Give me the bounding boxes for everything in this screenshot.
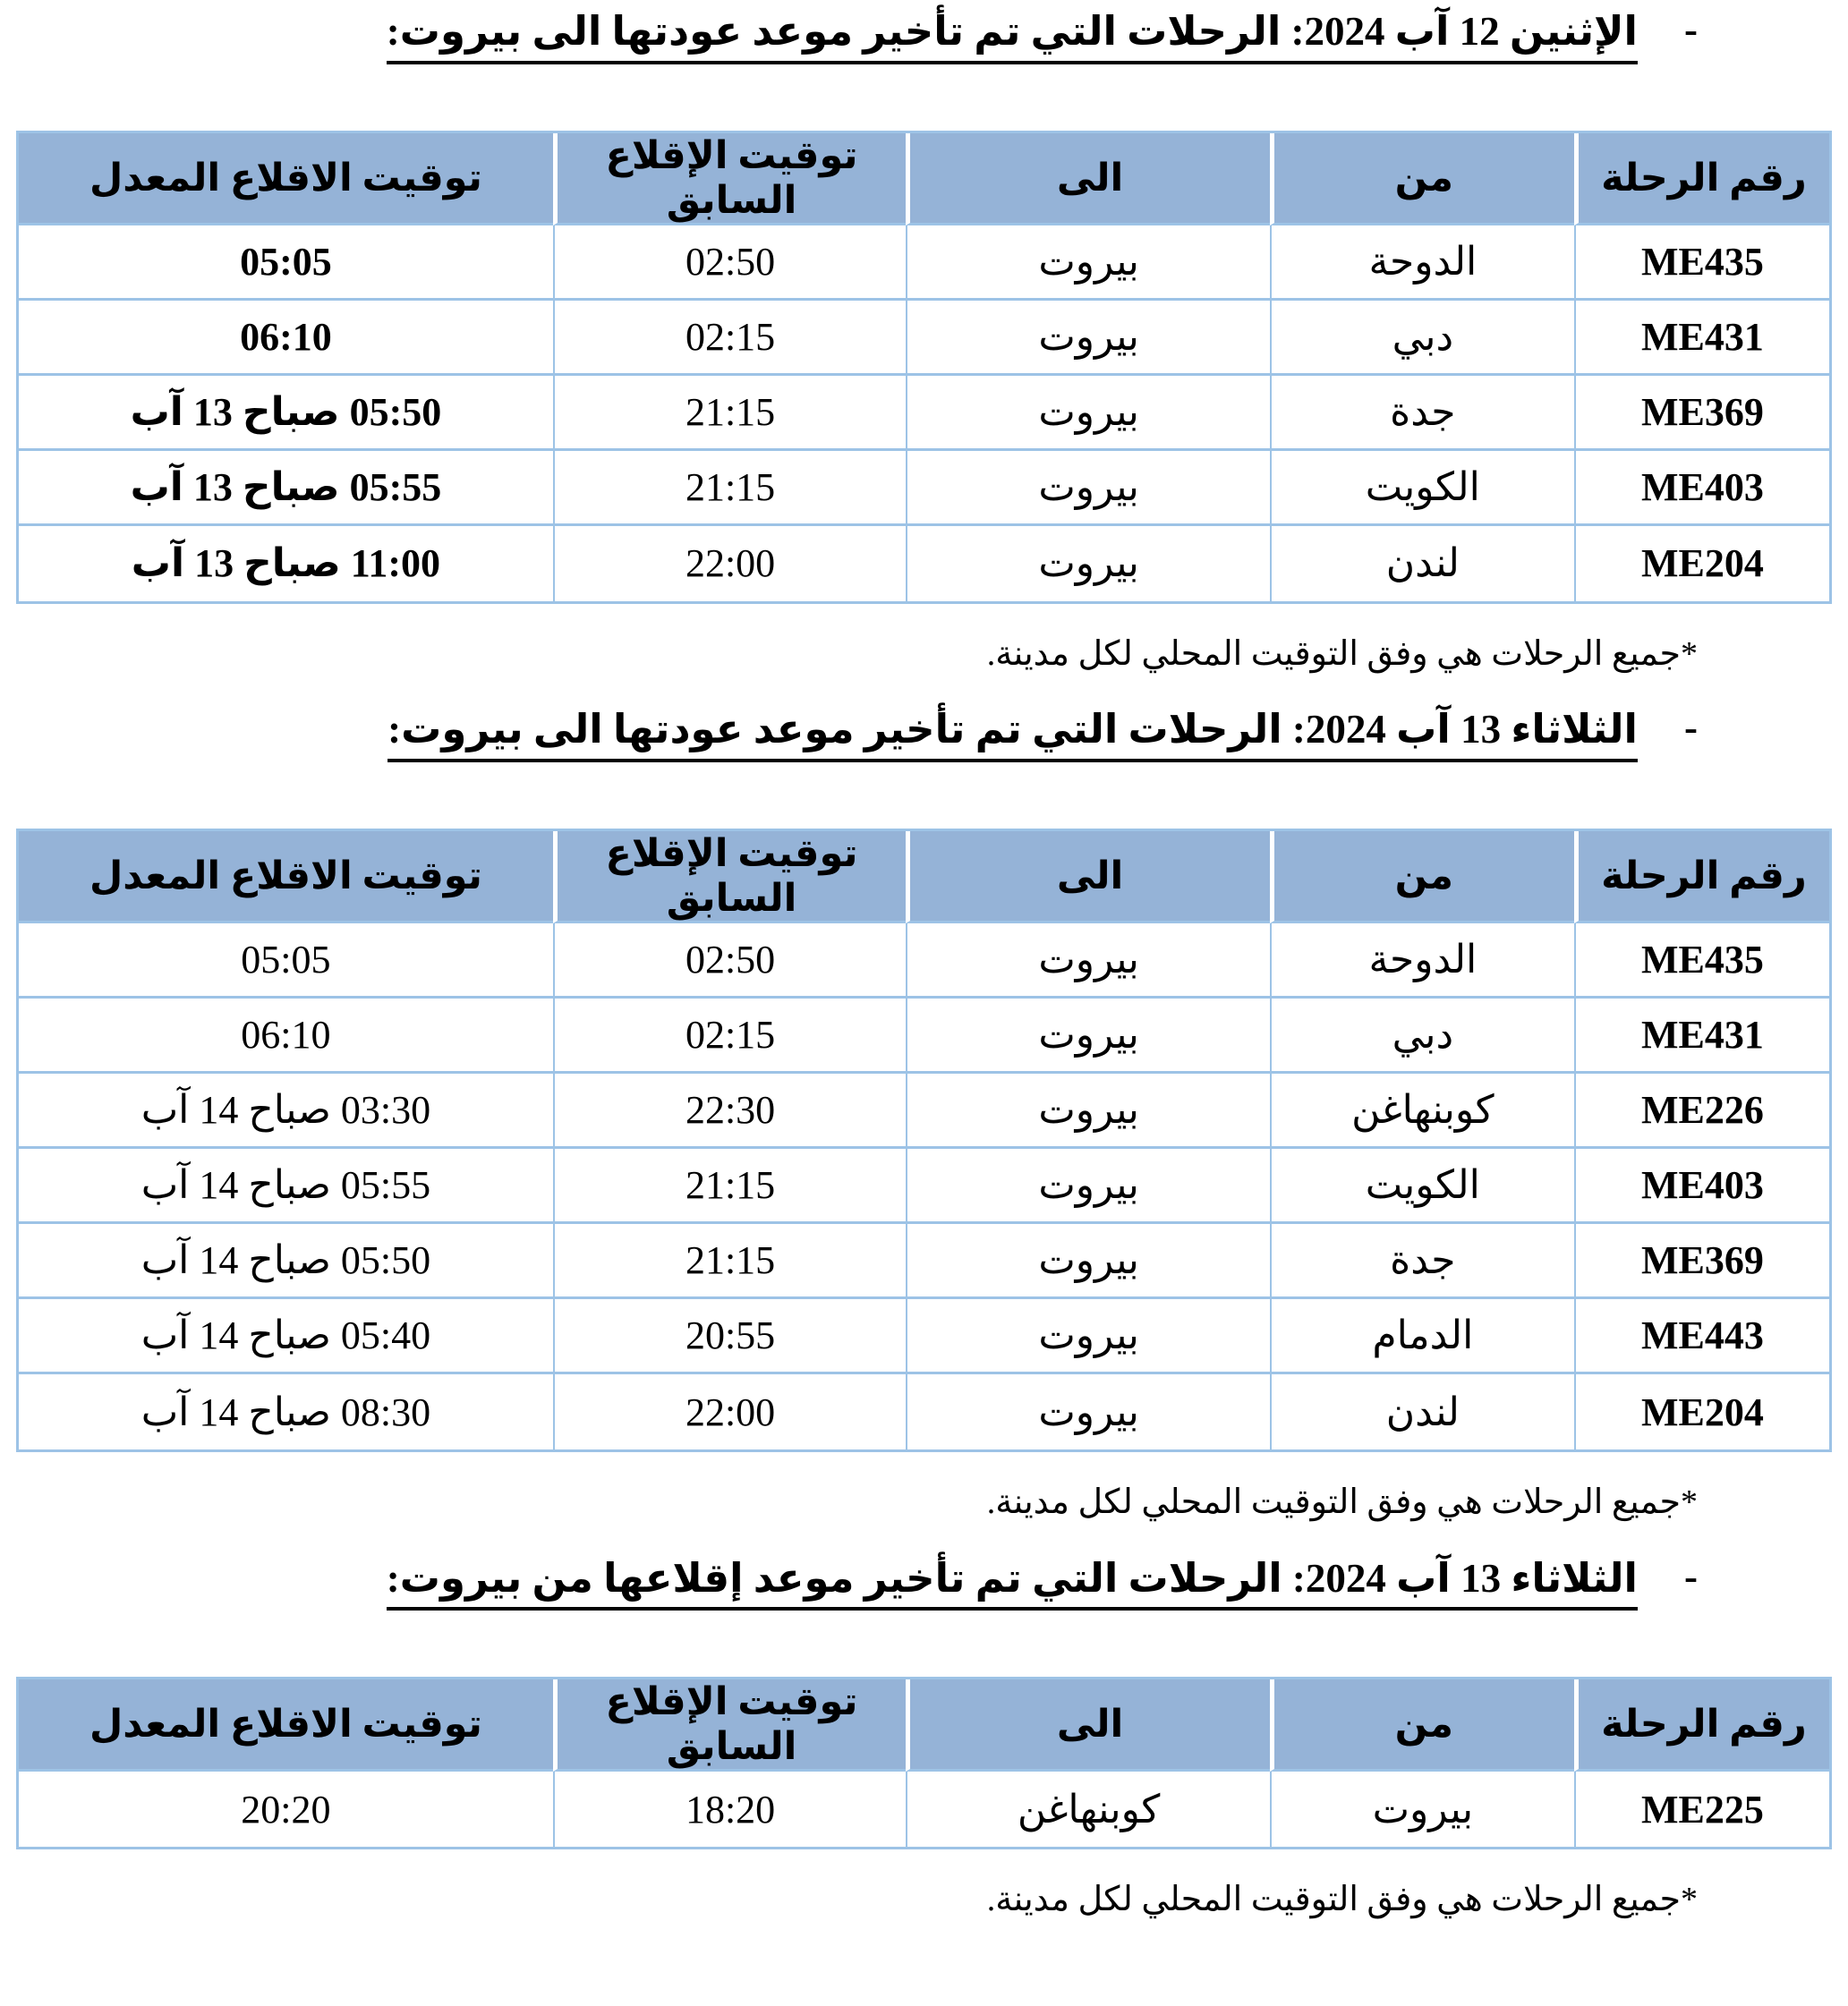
- flight-delay-section: [16, 707, 1832, 1523]
- section-heading-text: الثلاثاء 13 آب 2024: الرحلات التي تم تأخير موعد إقلاعها من بيروت:: [387, 1556, 1638, 1611]
- cell-modified-time: 05:55 صباح 14 آب: [19, 1149, 553, 1224]
- table-body: [19, 923, 1829, 1449]
- cell-to: بيروت: [906, 526, 1270, 601]
- cell-to: بيروت: [906, 225, 1270, 301]
- cell-modified-time: 05:05: [19, 923, 553, 999]
- table-row: [19, 1074, 1829, 1149]
- col-header-previous-departure-time: توقيت الإقلاع السابق: [553, 831, 906, 923]
- col-header-to: الى: [906, 1679, 1270, 1772]
- cell-from: دبي: [1270, 301, 1574, 376]
- list-dash: -: [1684, 1553, 1698, 1599]
- col-header-from: من: [1270, 831, 1574, 923]
- section-heading-text: الإثنين 12 آب 2024: الرحلات التي تم تأخير موعد عودتها الى بيروت:: [387, 9, 1638, 64]
- cell-modified-time: 20:20: [19, 1772, 553, 1847]
- col-header-previous-departure-time: توقيت الإقلاع السابق: [553, 133, 906, 225]
- table-header-row: [19, 133, 1829, 225]
- cell-previous-time: 02:15: [553, 301, 906, 376]
- flight-delay-section: [16, 9, 1832, 675]
- table-row: [19, 451, 1829, 526]
- cell-modified-time: 08:30 صباح 14 آب: [19, 1374, 553, 1449]
- cell-to: بيروت: [906, 1224, 1270, 1299]
- col-header-modified-departure-time: توقيت الاقلاع المعدل: [19, 1679, 553, 1772]
- cell-to: بيروت: [906, 301, 1270, 376]
- cell-flight-number: ME443: [1574, 1299, 1829, 1374]
- col-header-flight-number: رقم الرحلة: [1574, 831, 1829, 923]
- section-heading-text: الثلاثاء 13 آب 2024: الرحلات التي تم تأخير موعد عودتها الى بيروت:: [387, 707, 1638, 762]
- cell-modified-time: 05:50 صباح 13 آب: [19, 376, 553, 451]
- cell-previous-time: 21:15: [553, 1149, 906, 1224]
- col-header-to: الى: [906, 133, 1270, 225]
- cell-to: بيروت: [906, 999, 1270, 1074]
- cell-from: جدة: [1270, 376, 1574, 451]
- footnote: *جميع الرحلات هي وفق التوقيت المحلي لكل مدينة.: [986, 1881, 1698, 1919]
- section-heading: [16, 1553, 1832, 1611]
- document-page: [16, 9, 1832, 1921]
- flights-table: [16, 131, 1832, 604]
- cell-from: جدة: [1270, 1224, 1574, 1299]
- table-body: [19, 225, 1829, 601]
- table-row: [19, 526, 1829, 601]
- section-heading: [16, 9, 1832, 64]
- cell-to: بيروت: [906, 376, 1270, 451]
- cell-previous-time: 22:00: [553, 1374, 906, 1449]
- cell-modified-time: 06:10: [19, 301, 553, 376]
- cell-previous-time: 02:50: [553, 923, 906, 999]
- cell-from: كوبنهاغن: [1270, 1074, 1574, 1149]
- cell-from: الدوحة: [1270, 923, 1574, 999]
- cell-previous-time: 21:15: [553, 1224, 906, 1299]
- cell-from: الدمام: [1270, 1299, 1574, 1374]
- cell-to: كوبنهاغن: [906, 1772, 1270, 1847]
- cell-modified-time: 05:40 صباح 14 آب: [19, 1299, 553, 1374]
- cell-to: بيروت: [906, 1299, 1270, 1374]
- table-body: [19, 1772, 1829, 1847]
- col-header-flight-number: رقم الرحلة: [1574, 133, 1829, 225]
- cell-modified-time: 03:30 صباح 14 آب: [19, 1074, 553, 1149]
- cell-modified-time: 06:10: [19, 999, 553, 1074]
- table-row: [19, 1772, 1829, 1847]
- col-header-modified-departure-time: توقيت الاقلاع المعدل: [19, 133, 553, 225]
- cell-to: بيروت: [906, 923, 1270, 999]
- cell-flight-number: ME369: [1574, 1224, 1829, 1299]
- cell-previous-time: 21:15: [553, 451, 906, 526]
- table-row: [19, 1299, 1829, 1374]
- table-row: [19, 999, 1829, 1074]
- cell-flight-number: ME369: [1574, 376, 1829, 451]
- col-header-from: من: [1270, 133, 1574, 225]
- cell-modified-time: 05:55 صباح 13 آب: [19, 451, 553, 526]
- cell-previous-time: 21:15: [553, 376, 906, 451]
- table-row: [19, 376, 1829, 451]
- footnote: *جميع الرحلات هي وفق التوقيت المحلي لكل مدينة.: [986, 1483, 1698, 1522]
- col-header-modified-departure-time: توقيت الاقلاع المعدل: [19, 831, 553, 923]
- cell-to: بيروت: [906, 451, 1270, 526]
- flight-delay-section: [16, 1553, 1832, 1921]
- cell-flight-number: ME204: [1574, 1374, 1829, 1449]
- cell-flight-number: ME403: [1574, 1149, 1829, 1224]
- list-dash: -: [1684, 705, 1698, 751]
- cell-to: بيروت: [906, 1074, 1270, 1149]
- cell-previous-time: 02:50: [553, 225, 906, 301]
- table-row: [19, 301, 1829, 376]
- table-header-row: [19, 831, 1829, 923]
- cell-from: الكويت: [1270, 451, 1574, 526]
- cell-flight-number: ME225: [1574, 1772, 1829, 1847]
- table-row: [19, 1224, 1829, 1299]
- cell-from: الكويت: [1270, 1149, 1574, 1224]
- flights-table: [16, 829, 1832, 1452]
- table-row: [19, 225, 1829, 301]
- cell-previous-time: 02:15: [553, 999, 906, 1074]
- section-heading: [16, 707, 1832, 762]
- cell-previous-time: 22:00: [553, 526, 906, 601]
- list-dash: -: [1684, 7, 1698, 52]
- cell-from: الدوحة: [1270, 225, 1574, 301]
- table-row: [19, 1149, 1829, 1224]
- table-header-row: [19, 1679, 1829, 1772]
- footnote: *جميع الرحلات هي وفق التوقيت المحلي لكل مدينة.: [986, 634, 1698, 673]
- cell-flight-number: ME435: [1574, 225, 1829, 301]
- cell-previous-time: 20:55: [553, 1299, 906, 1374]
- cell-previous-time: 18:20: [553, 1772, 906, 1847]
- cell-from: لندن: [1270, 526, 1574, 601]
- cell-flight-number: ME435: [1574, 923, 1829, 999]
- cell-flight-number: ME431: [1574, 999, 1829, 1074]
- cell-from: بيروت: [1270, 1772, 1574, 1847]
- cell-modified-time: 05:05: [19, 225, 553, 301]
- cell-to: بيروت: [906, 1374, 1270, 1449]
- col-header-flight-number: رقم الرحلة: [1574, 1679, 1829, 1772]
- table-row: [19, 1374, 1829, 1449]
- col-header-previous-departure-time: توقيت الإقلاع السابق: [553, 1679, 906, 1772]
- flights-table: [16, 1677, 1832, 1849]
- cell-to: بيروت: [906, 1149, 1270, 1224]
- col-header-from: من: [1270, 1679, 1574, 1772]
- cell-flight-number: ME403: [1574, 451, 1829, 526]
- cell-flight-number: ME431: [1574, 301, 1829, 376]
- cell-modified-time: 05:50 صباح 14 آب: [19, 1224, 553, 1299]
- cell-modified-time: 11:00 صباح 13 آب: [19, 526, 553, 601]
- cell-from: دبي: [1270, 999, 1574, 1074]
- col-header-to: الى: [906, 831, 1270, 923]
- table-row: [19, 923, 1829, 999]
- cell-from: لندن: [1270, 1374, 1574, 1449]
- cell-flight-number: ME226: [1574, 1074, 1829, 1149]
- cell-previous-time: 22:30: [553, 1074, 906, 1149]
- cell-flight-number: ME204: [1574, 526, 1829, 601]
